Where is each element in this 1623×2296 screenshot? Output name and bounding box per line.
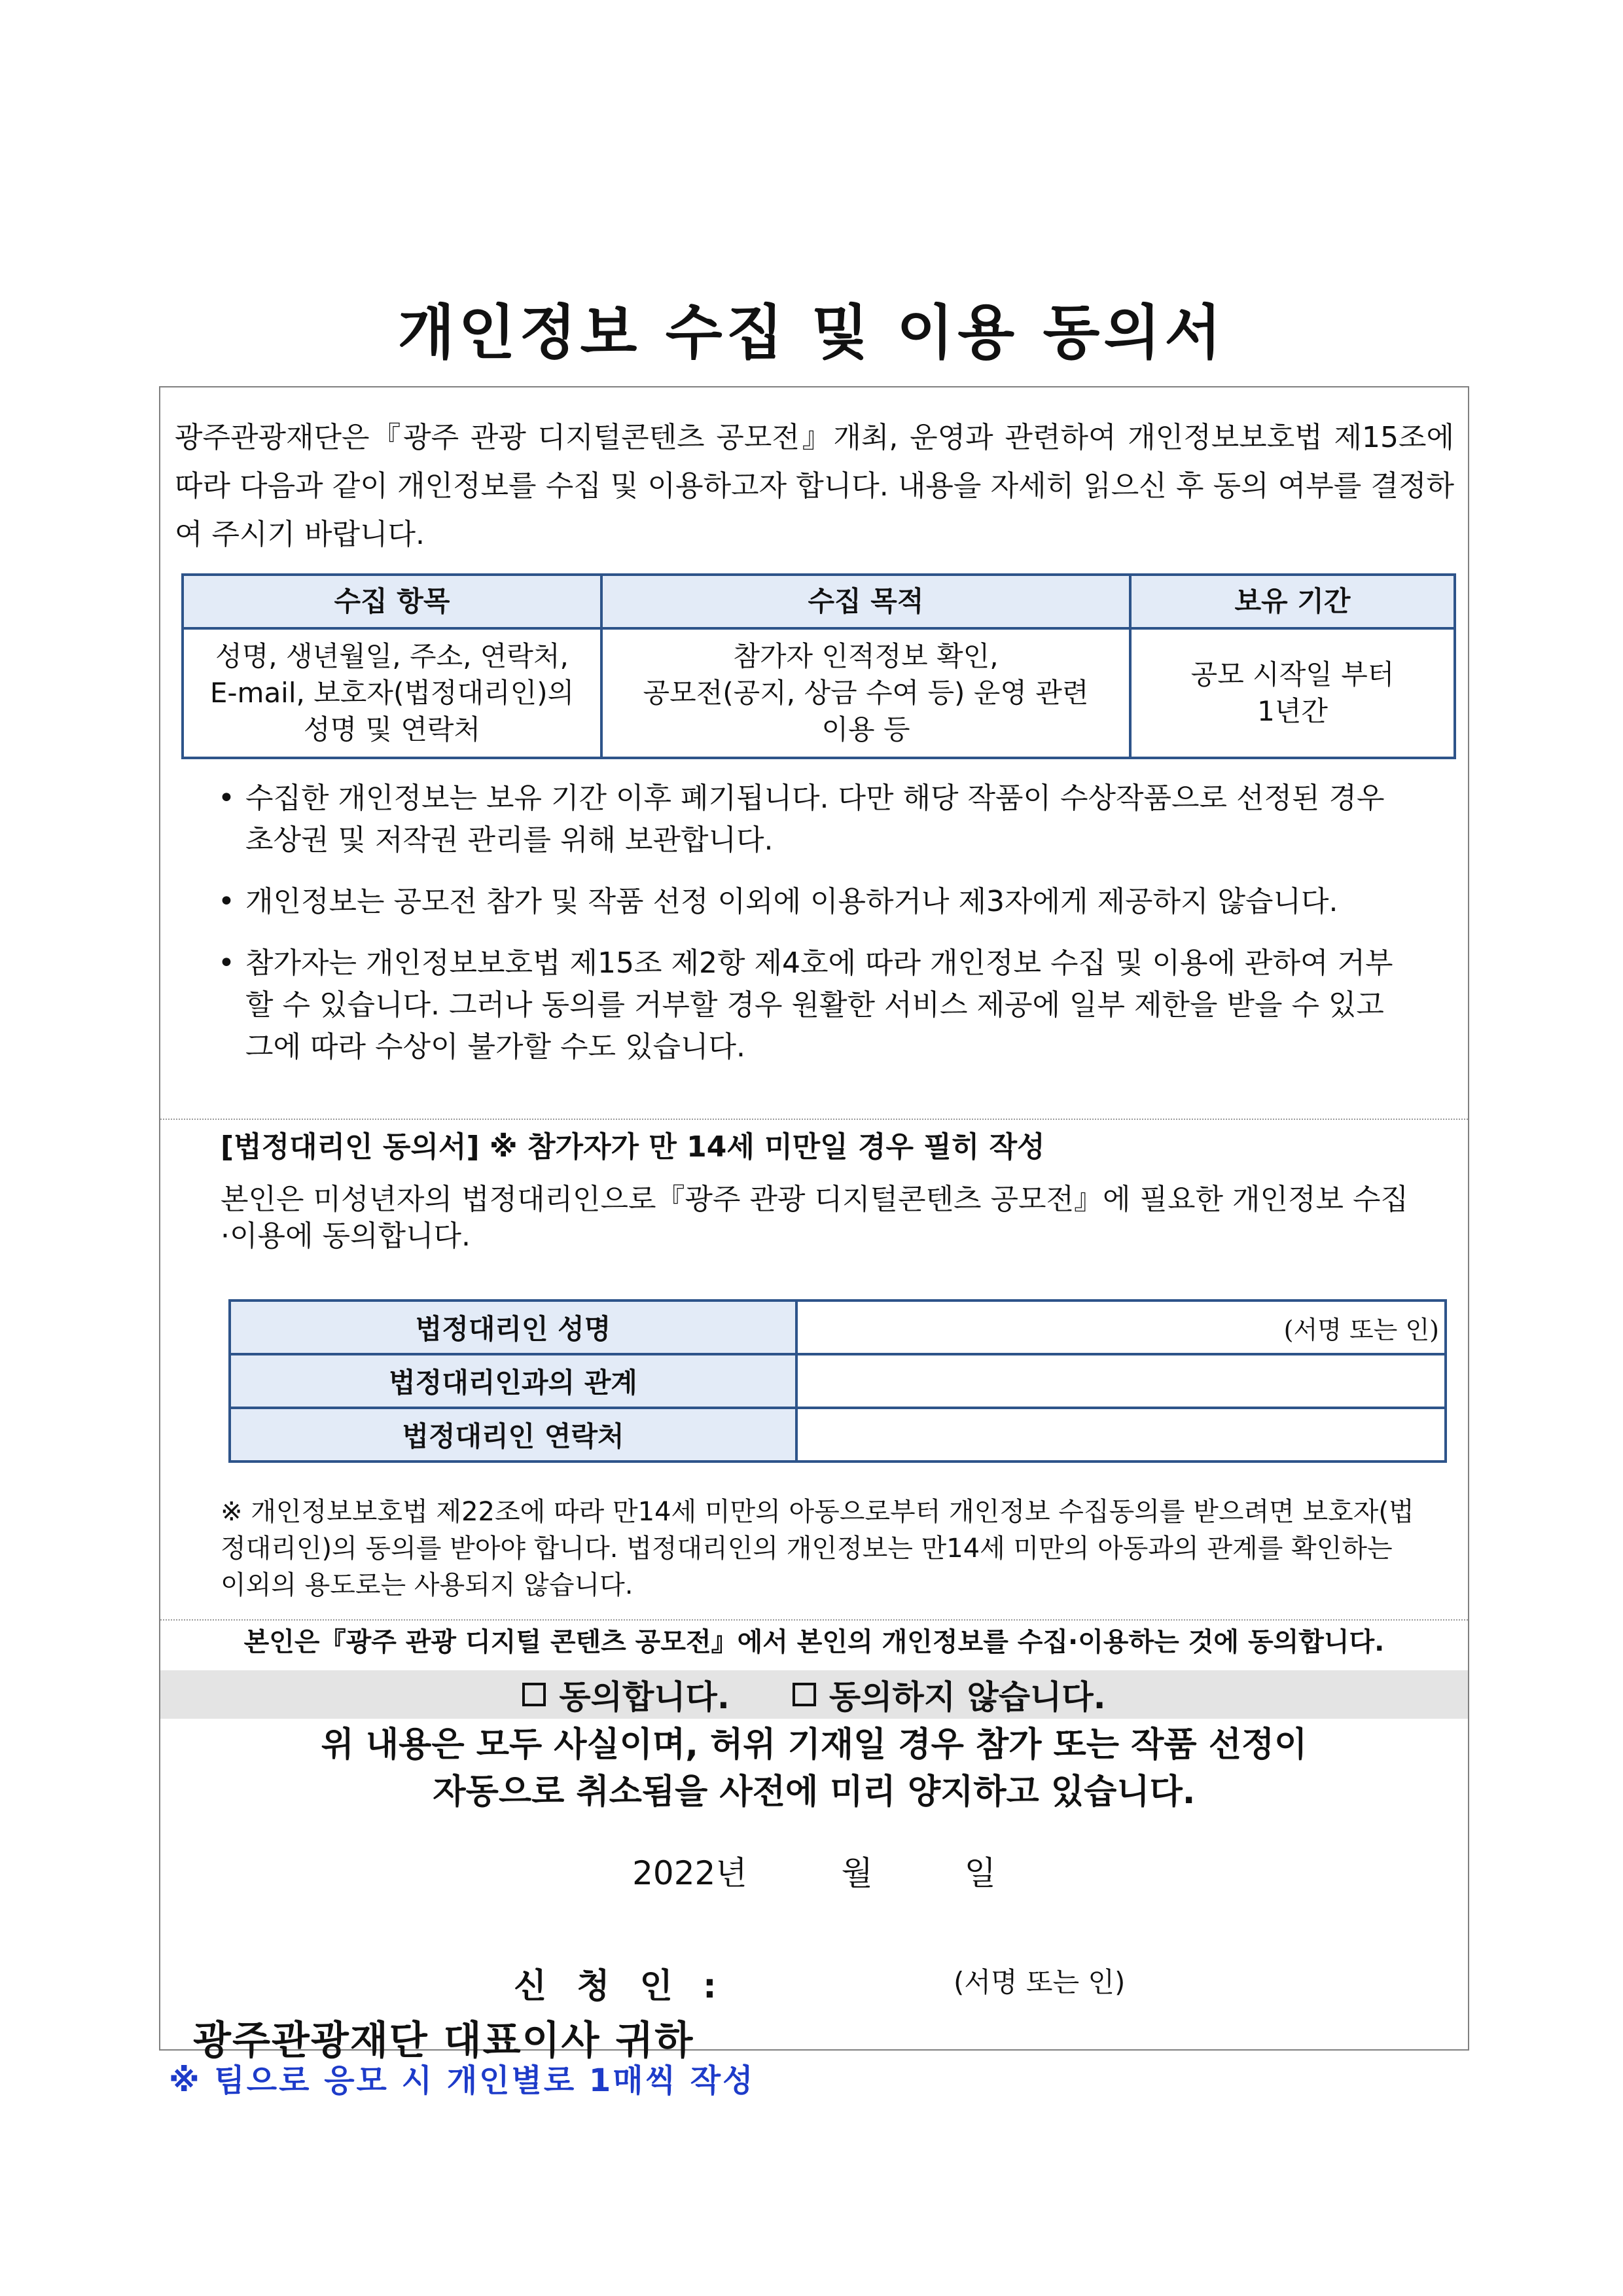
cell-line: 공모전(공지, 상금 수여 등) 운영 관련 [643, 677, 1089, 709]
cell-collection-items [183, 628, 601, 758]
guardian-table [228, 1299, 1447, 1463]
declaration [160, 1721, 1468, 1816]
consent-form [159, 386, 1469, 2064]
bullet-icon: • [218, 781, 235, 815]
guardian-name-label: 법정대리인 성명 [230, 1300, 796, 1354]
notice-list [218, 778, 1409, 1088]
section-divider [160, 1119, 1468, 1120]
header-collection-items: 수집 항목 [183, 575, 601, 628]
date-row [160, 1847, 1468, 1894]
cell-line: 성명 및 연락처 [303, 713, 481, 745]
notice-text: 참가자는 개인정보보호법 제15조 제2항 제4호에 따라 개인정보 수집 및 이용에 관하여 거부할 수 있습니다. 그러나 동의를 거부할 경우 원활한 서비스 제공에 일부 제한을 받을 수 있고 그에 따라 수상이 불가할 수도 있습니다. [245, 946, 1393, 1064]
date-day[interactable]: 일 [964, 1854, 996, 1892]
agree-checkbox[interactable] [522, 1683, 546, 1706]
cell-line: 참가자 인적정보 확인, [733, 640, 999, 672]
team-footnote: ※ 팀으로 응모 시 개인별로 1매씩 작성 [169, 2062, 755, 2099]
cell-line: E-mail, 보호자(법정대리인)의 [209, 677, 575, 709]
bullet-icon: • [218, 946, 235, 980]
agree-option[interactable] [522, 1671, 730, 1718]
notice-text: 개인정보는 공모전 참가 및 작품 선정 이외에 이용하거나 제3자에게 제공하지 않습니다. [245, 885, 1338, 918]
disagree-checkbox[interactable] [793, 1683, 816, 1706]
cell-retention-period [1130, 628, 1455, 758]
table-row [183, 628, 1455, 758]
applicant-signature-hint: (서명 또는 인) [954, 1966, 1126, 1998]
header-collection-purpose: 수집 목적 [601, 575, 1130, 628]
bullet-icon: • [218, 885, 235, 918]
declaration-line: 위 내용은 모두 사실이며, 허위 기재일 경우 참가 또는 작품 선정이 [321, 1725, 1308, 1765]
date-month[interactable]: 월 [841, 1854, 873, 1892]
addressee: 광주관광재단 대표이사 귀하 [193, 2018, 694, 2064]
table-row [230, 1408, 1446, 1462]
table-row [230, 1300, 1446, 1354]
list-item [218, 778, 1409, 861]
date-year: 2022년 [632, 1854, 747, 1892]
guardian-relation-field[interactable] [796, 1354, 1446, 1408]
declaration-line: 자동으로 취소됨을 사전에 미리 양지하고 있습니다. [433, 1772, 1196, 1812]
guardian-contact-field[interactable] [796, 1408, 1446, 1462]
table-row [230, 1354, 1446, 1408]
section-divider [160, 1619, 1468, 1621]
consent-choice-bar [160, 1670, 1468, 1719]
notice-text: 수집한 개인정보는 보유 기간 이후 폐기됩니다. 다만 해당 작품이 수상작품으로 선정된 경우 초상권 및 저작권 관리를 위해 보관합니다. [245, 781, 1385, 857]
cell-collection-purpose [601, 628, 1130, 758]
intro-paragraph: 광주관광재단은『광주 관광 디지털콘텐츠 공모전』개최, 운영과 관련하여 개인정보보호법 제15조에 따라 다음과 같이 개인정보를 수집 및 이용하고자 합니다. 내용을 자세히 읽으신 후 동의 여부를 결정하여 주시기 바랍니다. [175, 421, 1454, 551]
cell-line: 이용 등 [821, 713, 910, 745]
disagree-label: 동의하지 않습니다. [829, 1678, 1106, 1716]
guardian-note: ※ 개인정보보호법 제22조에 따라 만14세 미만의 아동으로부터 개인정보 수집동의를 받으려면 보호자(법정대리인)의 동의를 받아야 합니다. 법정대리인의 개인정보는 만14세 미만의 아동과의 관계를 확인하는 이외의 용도로는 사용되지 않습니다. [221, 1497, 1414, 1600]
guardian-relation-label: 법정대리인과의 관계 [230, 1354, 796, 1408]
guardian-consent-text: 본인은 미성년자의 법정대리인으로『광주 관광 디지털콘텐츠 공모전』에 필요한 개인정보 수집·이용에 동의합니다. [221, 1183, 1409, 1253]
collection-table [181, 573, 1456, 759]
disagree-option[interactable] [793, 1671, 1106, 1718]
table-header-row [183, 575, 1455, 628]
signature-hint: (서명 또는 인) [1283, 1315, 1439, 1344]
list-item [218, 942, 1409, 1068]
header-retention-period: 보유 기간 [1130, 575, 1455, 628]
agree-label: 동의합니다. [559, 1678, 730, 1716]
page-title: 개인정보 수집 및 이용 동의서 [397, 298, 1226, 367]
guardian-heading: [법정대리인 동의서] ※ 참가자가 만 14세 미만일 경우 필히 작성 [221, 1130, 1045, 1164]
cell-line: 1년간 [1257, 695, 1328, 727]
list-item [218, 881, 1409, 923]
guardian-name-field[interactable] [796, 1300, 1446, 1354]
guardian-contact-label: 법정대리인 연락처 [230, 1408, 796, 1462]
cell-line: 성명, 생년월일, 주소, 연락처, [215, 640, 569, 672]
applicant-label: 신 청 인 : [514, 1967, 726, 2006]
cell-line: 공모 시작일 부터 [1190, 658, 1395, 691]
consent-statement: 본인은『광주 관광 디지털 콘텐츠 공모전』에서 본인의 개인정보를 수집·이용하는 것에 동의합니다. [243, 1627, 1385, 1657]
